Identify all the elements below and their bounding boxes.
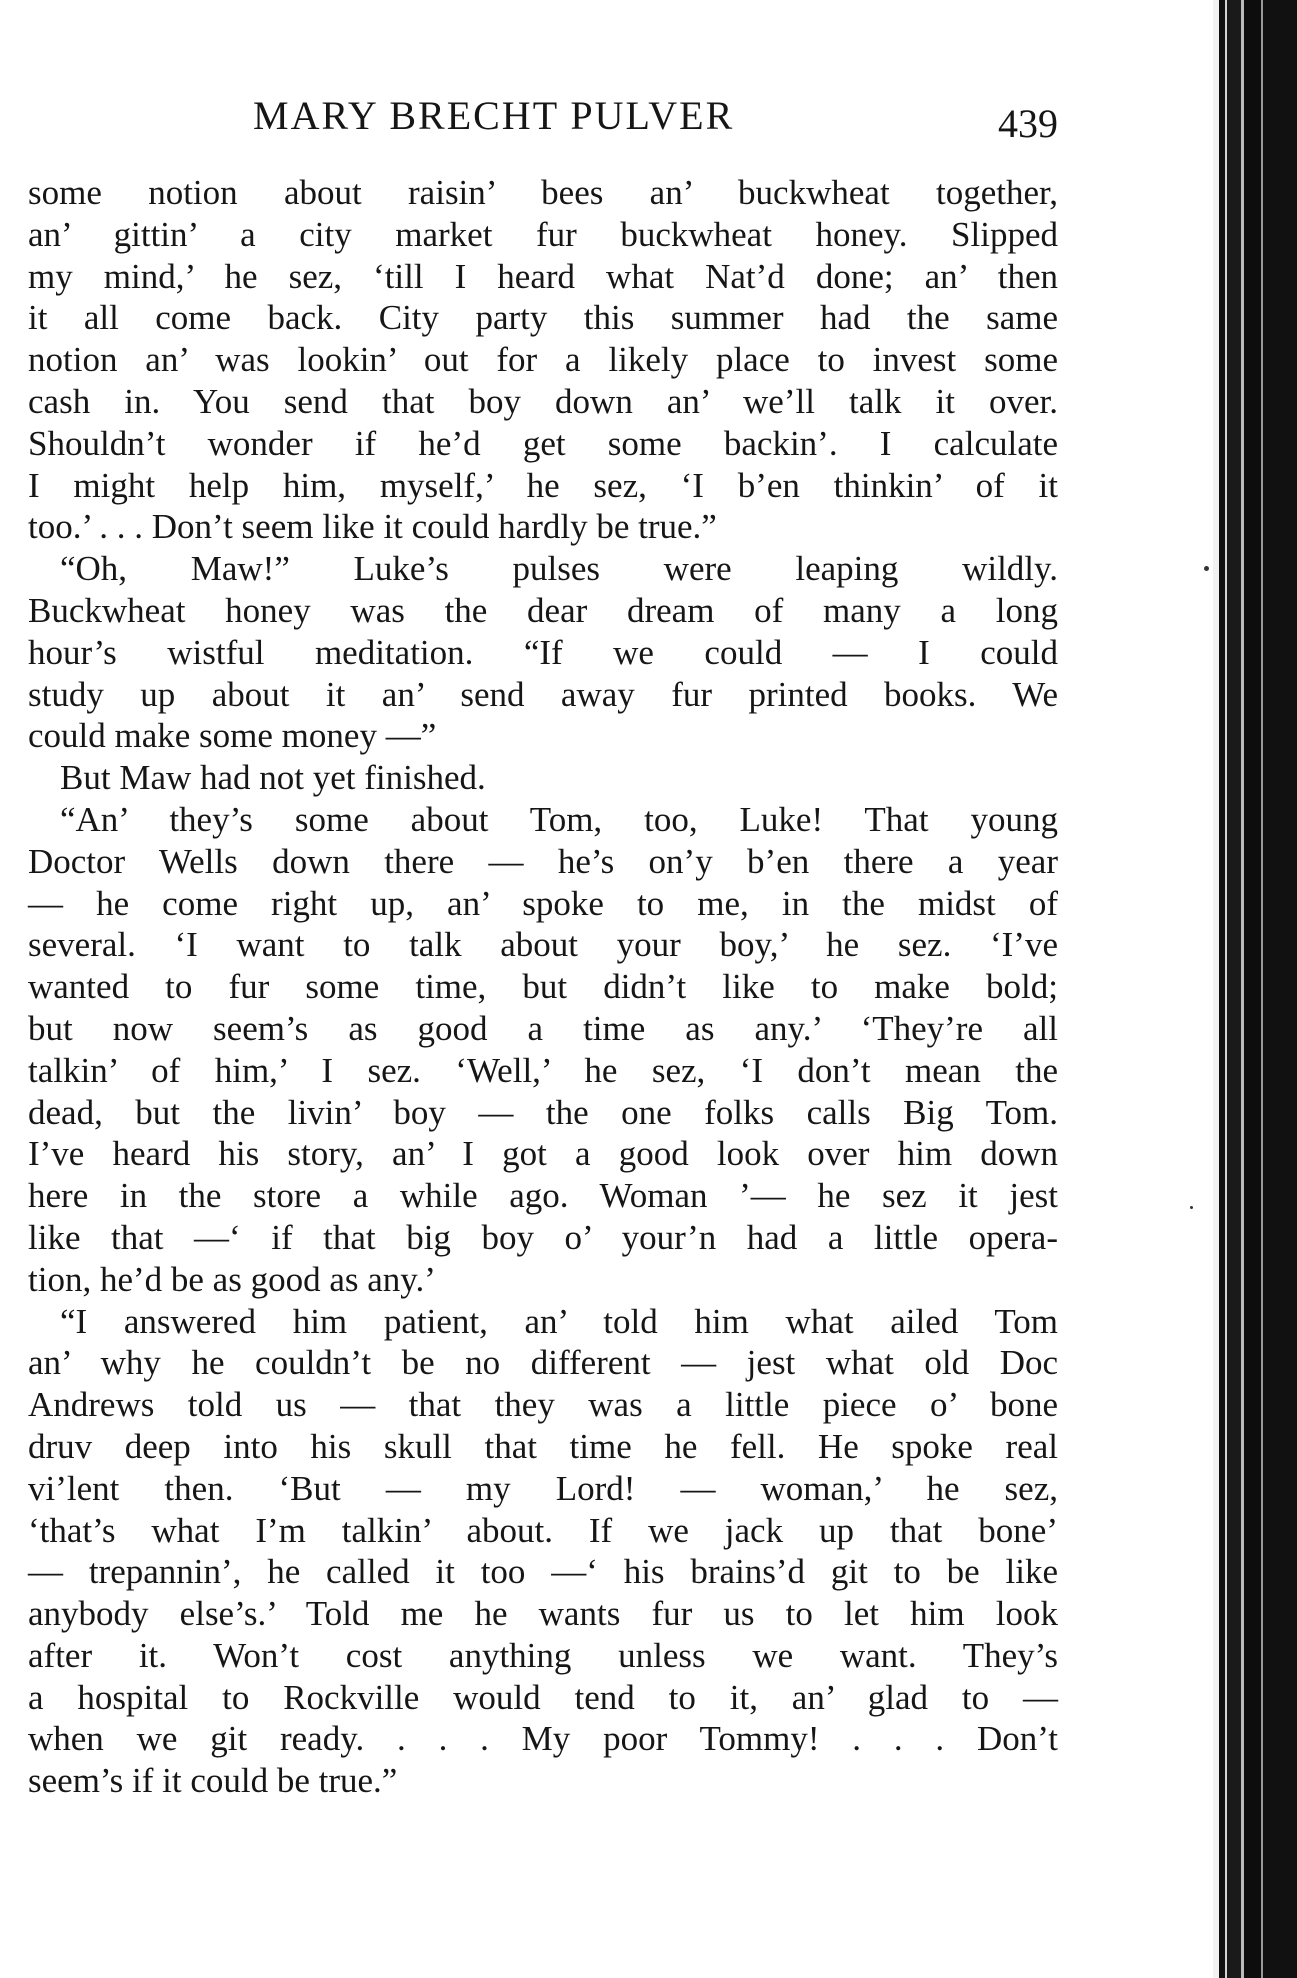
text-line: here in the store a while ago. Woman ’— he sez it jest [28,1176,1058,1216]
text-line: but now seem’s as good a time as any.’ ‘They’re all [28,1008,1058,1048]
text-line: hour’s wistful meditation. “If we could — I could [28,632,1058,672]
text-line: talkin’ of him,’ I sez. ‘Well,’ he sez, ‘I don’t mean the [28,1050,1058,1090]
text-line: wanted to fur some time, but didn’t like to make bold; [28,967,1058,1007]
text-line: tion, he’d be as good as any.’ [28,1259,436,1299]
text-line: Andrews told us — that they was a little piece o’ bone [28,1385,1058,1425]
text-line: “An’ they’s some about Tom, too, Luke! That young [60,799,1058,839]
text-line: study up about it an’ send away fur printed books. We [28,674,1058,714]
text-line: ‘that’s what I’m talkin’ about. If we jack up that bone’ [28,1510,1058,1550]
page-number: 439 [998,101,1058,146]
text-line: several. ‘I want to talk about your boy,’ he sez. ‘I’ve [28,925,1058,965]
text-line: an’ why he couldn’t be no different — jest what old Doc [28,1343,1058,1383]
text-line: when we git ready. . . . My poor Tommy! . . . Don’t [28,1719,1058,1759]
binding-edge [1213,0,1297,1978]
text-line: Buckwheat honey was the dear dream of many a long [28,590,1058,630]
scan-speck [1204,566,1209,571]
text-line: But Maw had not yet finished. [60,758,486,798]
running-head: MARY BRECHT PULVER [253,93,735,138]
text-line: my mind,’ he sez, ‘till I heard what Nat’d done; an’ then [28,256,1058,296]
scan-speck [1190,1206,1193,1209]
text-line: dead, but the livin’ boy — the one folks calls Big Tom. [28,1092,1058,1132]
text-line: anybody else’s.’ Told me he wants fur us to let him look [28,1594,1058,1634]
text-line: I’ve heard his story, an’ I got a good look over him down [28,1134,1058,1174]
text-line: a hospital to Rockville would tend to it, an’ glad to — [28,1677,1058,1717]
text-line: Shouldn’t wonder if he’d get some backin’. I calculate [28,423,1058,463]
page-header [28,92,1058,148]
text-line: could make some money —” [28,716,437,756]
text-line: an’ gittin’ a city market fur buckwheat honey. Slipped [28,214,1058,254]
text-line: too.’ . . . Don’t seem like it could hardly be true.” [28,507,717,547]
text-line: seem’s if it could be true.” [28,1761,398,1801]
text-line: druv deep into his skull that time he fell. He spoke real [28,1426,1058,1466]
text-line: Doctor Wells down there — he’s on’y b’en there a year [28,841,1058,881]
text-line: some notion about raisin’ bees an’ buckwheat together, [28,173,1058,212]
text-line: vi’lent then. ‘But — my Lord! — woman,’ he sez, [28,1468,1058,1508]
text-line: cash in. You send that boy down an’ we’ll talk it over. [28,381,1058,421]
text-line: like that —‘ if that big boy o’ your’n had a little opera- [28,1217,1058,1257]
text-line: — trepannin’, he called it too —‘ his brains’d git to be like [28,1552,1058,1592]
text-line: — he come right up, an’ spoke to me, in the midst of [28,883,1058,923]
text-line: “Oh, Maw!” Luke’s pulses were leaping wildly. [60,549,1058,589]
text-line: “I answered him patient, an’ told him what ailed Tom [60,1301,1058,1341]
text-line: after it. Won’t cost anything unless we want. They’s [28,1635,1058,1675]
body-text [28,172,1058,1802]
text-line: it all come back. City party this summer had the same [28,298,1058,338]
text-line: I might help him, myself,’ he sez, ‘I b’en thinkin’ of it [28,465,1058,505]
text-line: notion an’ was lookin’ out for a likely place to invest some [28,340,1058,380]
